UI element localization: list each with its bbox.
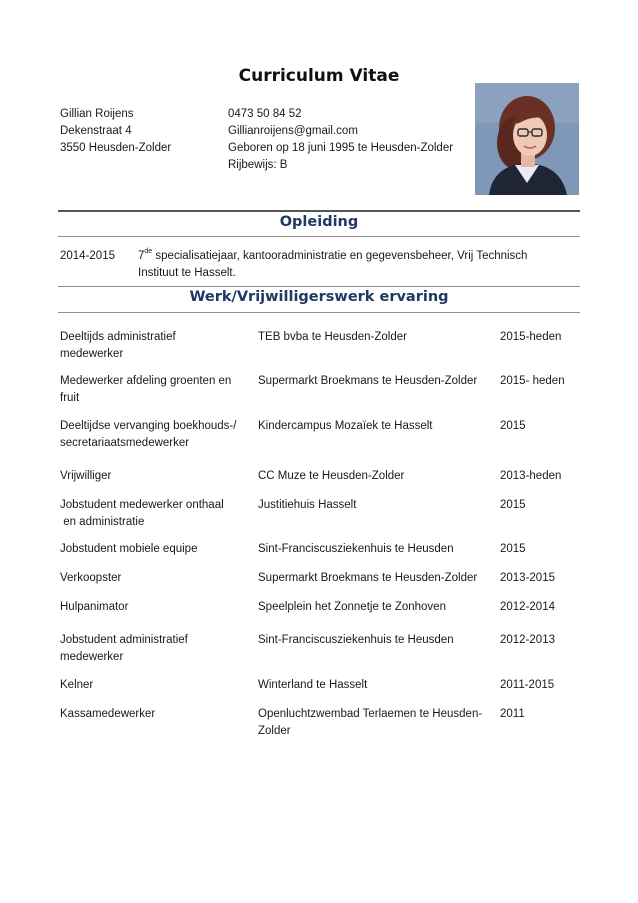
werk-row-1-role: Deeltijds administratief (60, 331, 176, 343)
werk-row-10-place: Winterland te Hasselt (258, 679, 368, 691)
personal-email: Gillianroijens@gmail.com (228, 125, 358, 137)
divider-top (58, 210, 580, 212)
werk-row-9-role: Jobstudent administratief (60, 634, 188, 646)
opleiding-description-line-2: Instituut te Hasselt. (138, 267, 236, 279)
werk-row-3-role: Deeltijdse vervanging boekhouds-/ (60, 420, 237, 432)
werk-row-6-period: 2015 (500, 543, 526, 555)
werk-row-1-place: TEB bvba te Heusden-Zolder (258, 331, 407, 343)
werk-row-3-period: 2015 (500, 420, 526, 432)
werk-row-7-place: Supermarkt Broekmans te Heusden-Zolder (258, 572, 478, 584)
werk-row-10-role: Kelner (60, 679, 94, 691)
werk-row-1-role: medewerker (60, 348, 124, 360)
werk-row-3-place: Kindercampus Mozaïek te Hasselt (258, 420, 433, 432)
werk-row-9-role: medewerker (60, 651, 124, 663)
personal-name: Gillian Roijens (60, 108, 134, 120)
werk-row-10-period: 2011-2015 (500, 679, 555, 691)
werk-row-8-place: Speelplein het Zonnetje te Zonhoven (258, 601, 446, 613)
werk-row-7-role: Verkoopster (60, 572, 122, 584)
profile-photo (475, 83, 579, 195)
werk-row-4-role: Vrijwilliger (60, 470, 112, 482)
werk-row-5-period: 2015 (500, 499, 526, 511)
werk-row-5-place: Justitiehuis Hasselt (258, 499, 357, 511)
werk-row-1-period: 2015-heden (500, 331, 562, 343)
werk-row-4-place: CC Muze te Heusden-Zolder (258, 470, 405, 482)
werk-row-2-role: Medewerker afdeling groenten en (60, 375, 232, 387)
werk-row-3-role: secretariaatsmedewerker (60, 437, 190, 449)
werk-row-2-role: fruit (60, 392, 80, 404)
werk-row-9-period: 2012-2013 (500, 634, 555, 646)
opleiding-period: 2014-2015 (60, 250, 115, 262)
werk-row-7-period: 2013-2015 (500, 572, 555, 584)
werk-row-11-place: Openluchtzwembad Terlaemen te Heusden- (258, 708, 483, 720)
divider-werk-top (58, 286, 580, 287)
section-heading-opleiding: Opleiding (279, 214, 359, 230)
divider-opleiding (58, 236, 580, 237)
personal-license: Rijbewijs: B (228, 159, 288, 171)
personal-street: Dekenstraat 4 (60, 125, 132, 137)
page-title: Curriculum Vitae (238, 66, 400, 86)
divider-werk (58, 312, 580, 313)
werk-row-9-place: Sint-Franciscusziekenhuis te Heusden (258, 634, 454, 646)
werk-row-8-role: Hulpanimator (60, 601, 129, 613)
werk-row-8-period: 2012-2014 (500, 601, 555, 613)
werk-row-6-place: Sint-Franciscusziekenhuis te Heusden (258, 543, 454, 555)
werk-row-5-role: en administratie (60, 516, 145, 528)
werk-row-11-place: Zolder (258, 725, 291, 737)
werk-row-6-role: Jobstudent mobiele equipe (60, 543, 198, 555)
personal-city: 3550 Heusden-Zolder (60, 142, 172, 154)
werk-row-11-period: 2011 (500, 708, 525, 720)
personal-phone: 0473 50 84 52 (228, 108, 302, 120)
werk-row-2-place: Supermarkt Broekmans te Heusden-Zolder (258, 375, 478, 387)
werk-row-11-role: Kassamedewerker (60, 708, 156, 720)
personal-birth: Geboren op 18 juni 1995 te Heusden-Zolder (228, 142, 454, 154)
werk-row-2-period: 2015- heden (500, 375, 565, 387)
werk-row-4-period: 2013-heden (500, 470, 562, 482)
werk-row-5-role: Jobstudent medewerker onthaal (60, 499, 224, 511)
opleiding-description-line-1: 7de specialisatiejaar, kantooradministratie en gegevensbeheer, Vrij Technisch (138, 248, 528, 262)
section-heading-werk: Werk/Vrijwilligerswerk ervaring (189, 289, 449, 305)
